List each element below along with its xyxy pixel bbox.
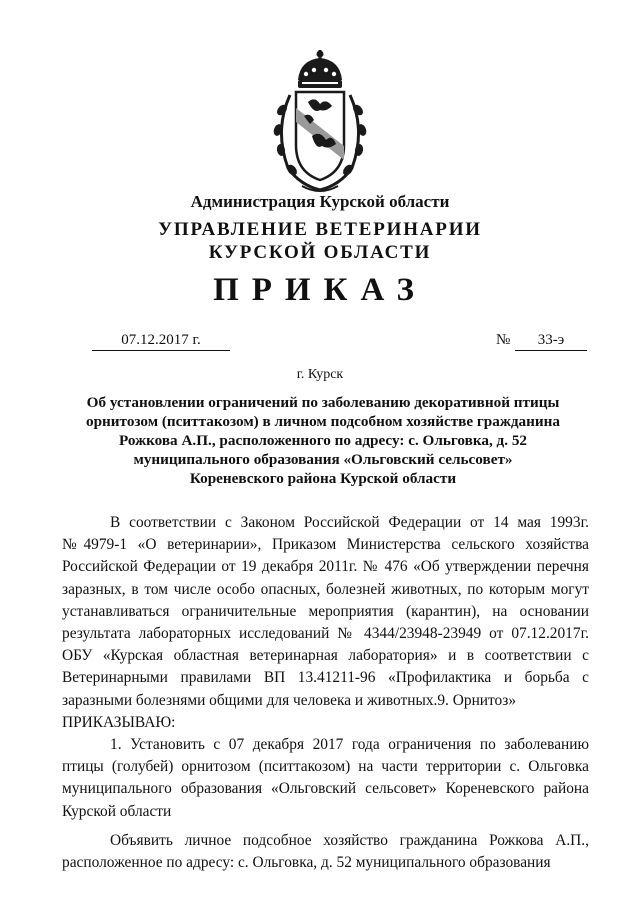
department-name-line1: УПРАВЛЕНИЕ ВЕТЕРИНАРИИ — [158, 219, 482, 240]
order-item-1: 1. Установить с 07 декабря 2017 года ограничения по заболеванию птицы (голубей) орнитозом (пситтакозом) на части территории с. Ольговка муниципального образования «Ольговский сельсовет» Кореневского района Курской области — [62, 736, 589, 820]
administration-name: Администрация Курской области — [190, 192, 450, 211]
order-keyword: ПРИКАЗЫВАЮ: — [62, 713, 176, 731]
order-number: 33-э — [515, 332, 587, 351]
order-body — [62, 512, 589, 874]
order-number-label: № — [496, 332, 511, 348]
order-subject: Об установлении ограничений по заболеванию декоративной птицы орнитозом (пситтакозом) в личном подсобном хозяйстве гражданина Рожкова А.П., расположенного по адресу: с. Ольговка, д. 52 муниципального образования «Ольговский сельсовет» Кореневского района Курской области — [86, 394, 560, 487]
order-date: 07.12.2017 г. — [92, 332, 230, 351]
kursk-coat-of-arms-icon — [268, 50, 372, 195]
city-name: г. Курск — [296, 367, 344, 382]
department-name-line2: КУРСКОЙ ОБЛАСТИ — [208, 242, 432, 263]
preamble-paragraph: В соответствии с Законом Российской Федерации от 14 мая 1993г. №4979-1 «О ветеринарии», Приказом Министерства сельского хозяйства Российской Федерации от 19 декабря 2011г. № 476 «Об утверждении перечня заразных, в том числе особо опасных, болезней животных, по которым могут устанавливаться ограничительные мероприятия (карантин), на основании результата лабораторных исследований № 4344/23948-23949 от 07.12.2017г. ОБУ «Курская областная ветеринарная лаборатория» и в соответствии с Ветеринарными правилами ВП 13.41211-96 «Профилактика и борьба с заразными болезнями общими для человека и животных.9. Орнитоз» — [62, 514, 589, 709]
declare-paragraph: Объявить личное подсобное хозяйство гражданина Рожкова А.П., расположенное по адресу: с. Ольговка, д. 52 муниципального образования — [62, 831, 589, 872]
document-type-title: ПРИКАЗ — [213, 272, 427, 308]
